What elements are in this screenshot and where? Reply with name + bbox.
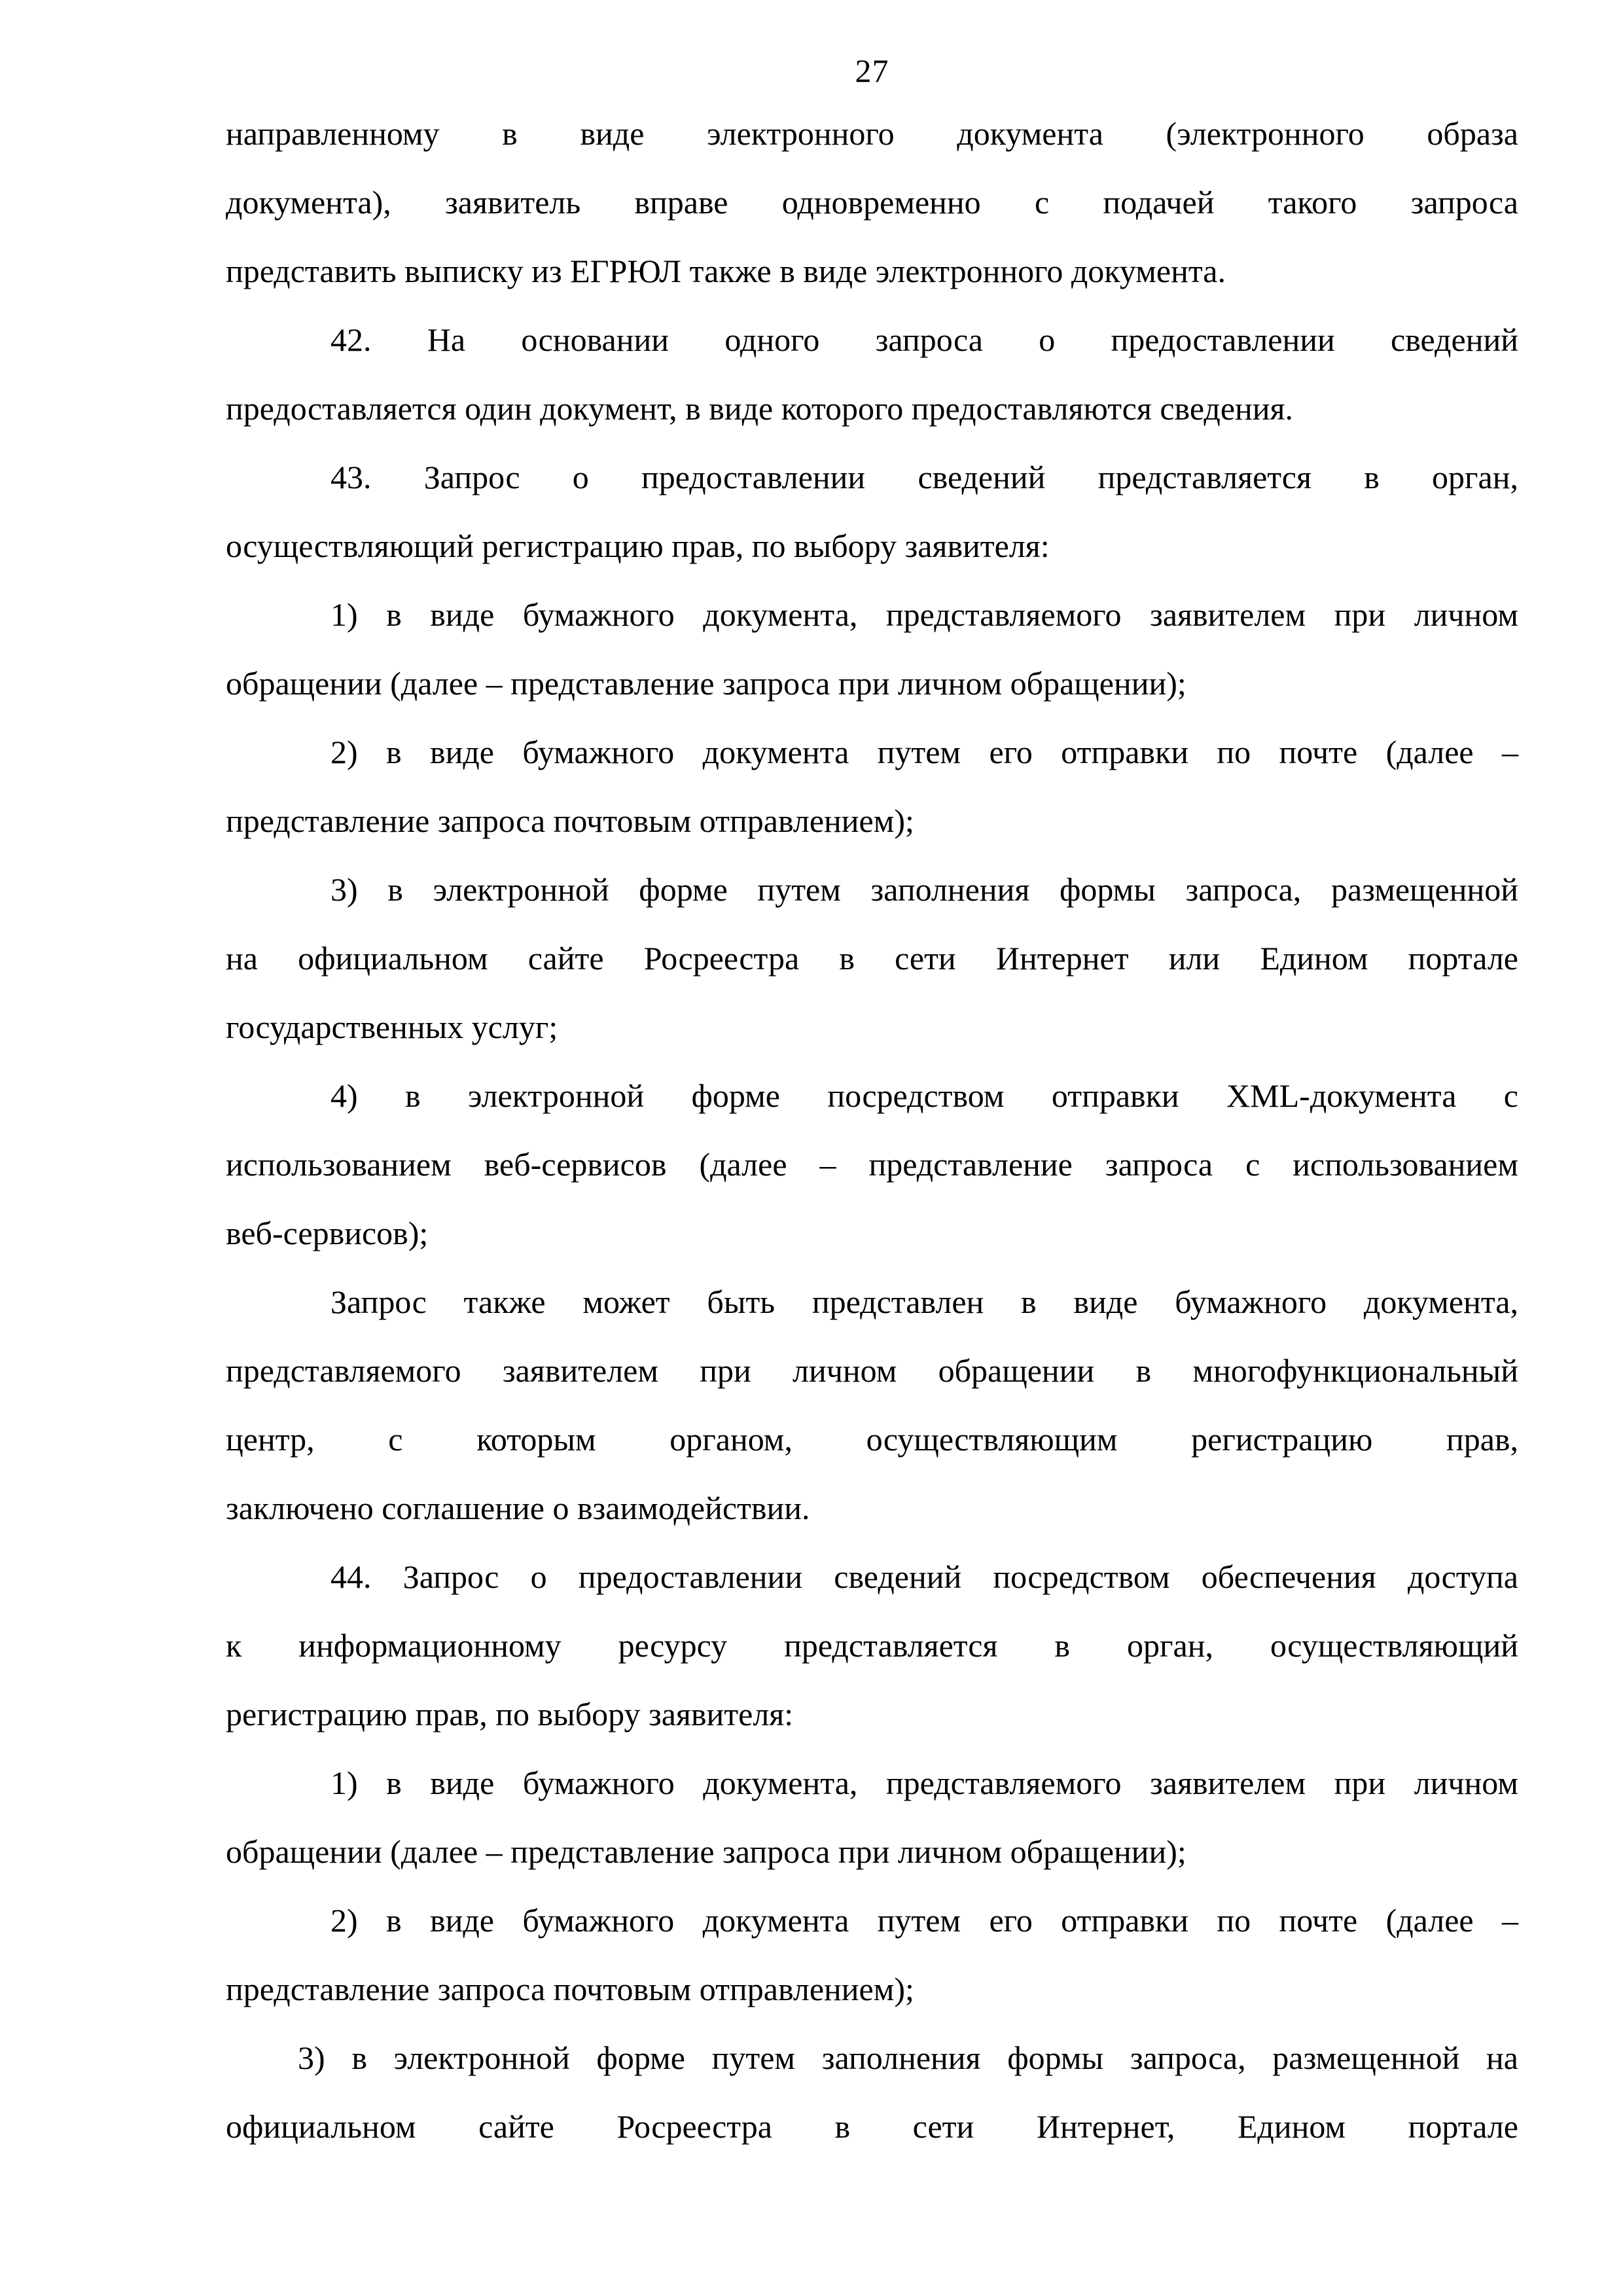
text-line: государственных услуг; bbox=[226, 1009, 558, 1045]
text-line: 3) в электронной форме путем заполнения формы запроса, размещенной bbox=[330, 871, 1518, 908]
text-line: обращении (далее – представление запроса при личном обращении); bbox=[226, 1833, 1186, 1870]
text-line: осуществляющий регистрацию прав, по выбору заявителя: bbox=[226, 528, 1050, 564]
text-line: представляемого заявителем при личном обращении в многофункциональный bbox=[226, 1352, 1518, 1389]
text-line: представить выписку из ЕГРЮЛ также в виде электронного документа. bbox=[226, 253, 1226, 289]
text-line: Запрос также может быть представлен в виде бумажного документа, bbox=[330, 1283, 1518, 1320]
text-line: заключено соглашение о взаимодействии. bbox=[226, 1490, 810, 1526]
document-body bbox=[226, 99, 1518, 2161]
text-line: обращении (далее – представление запроса при личном обращении); bbox=[226, 665, 1186, 702]
text-line: 4) в электронной форме посредством отправки XML-документа с bbox=[330, 1077, 1518, 1114]
text-line: использованием веб-сервисов (далее – представление запроса с использованием bbox=[226, 1146, 1518, 1183]
text-line: на официальном сайте Росреестра в сети Интернет или Едином портале bbox=[226, 940, 1518, 977]
text-line: 44. Запрос о предоставлении сведений посредством обеспечения доступа bbox=[330, 1558, 1518, 1595]
text-line: к информационному ресурсу представляется в орган, осуществляющий bbox=[226, 1627, 1518, 1664]
text-line: центр, с которым органом, осуществляющим регистрацию прав, bbox=[226, 1421, 1518, 1458]
text-line: официальном сайте Росреестра в сети Интернет, Едином портале bbox=[226, 2108, 1518, 2145]
page-number: 27 bbox=[855, 52, 889, 89]
text-line: документа), заявитель вправе одновременно с подачей такого запроса bbox=[226, 184, 1518, 221]
text-line: представление запроса почтовым отправлением); bbox=[226, 802, 914, 839]
text-line: регистрацию прав, по выбору заявителя: bbox=[226, 1696, 794, 1732]
text-line: 2) в виде бумажного документа путем его отправки по почте (далее – bbox=[330, 734, 1518, 770]
text-line: 1) в виде бумажного документа, представляемого заявителем при личном bbox=[330, 596, 1518, 633]
text-line: 3) в электронной форме путем заполнения формы запроса, размещенной на bbox=[298, 2039, 1518, 2076]
text-line: 1) в виде бумажного документа, представляемого заявителем при личном bbox=[330, 1765, 1518, 1801]
text-line: веб-сервисов); bbox=[226, 1215, 429, 1251]
text-line: направленному в виде электронного документа (электронного образа bbox=[226, 115, 1518, 152]
text-line: представление запроса почтовым отправлением); bbox=[226, 1971, 914, 2007]
text-line: 2) в виде бумажного документа путем его отправки по почте (далее – bbox=[330, 1902, 1518, 1939]
text-line: предоставляется один документ, в виде которого предоставляются сведения. bbox=[226, 390, 1294, 427]
text-line: 43. Запрос о предоставлении сведений представляется в орган, bbox=[330, 459, 1518, 495]
text-line: 42. На основании одного запроса о предоставлении сведений bbox=[330, 321, 1518, 358]
